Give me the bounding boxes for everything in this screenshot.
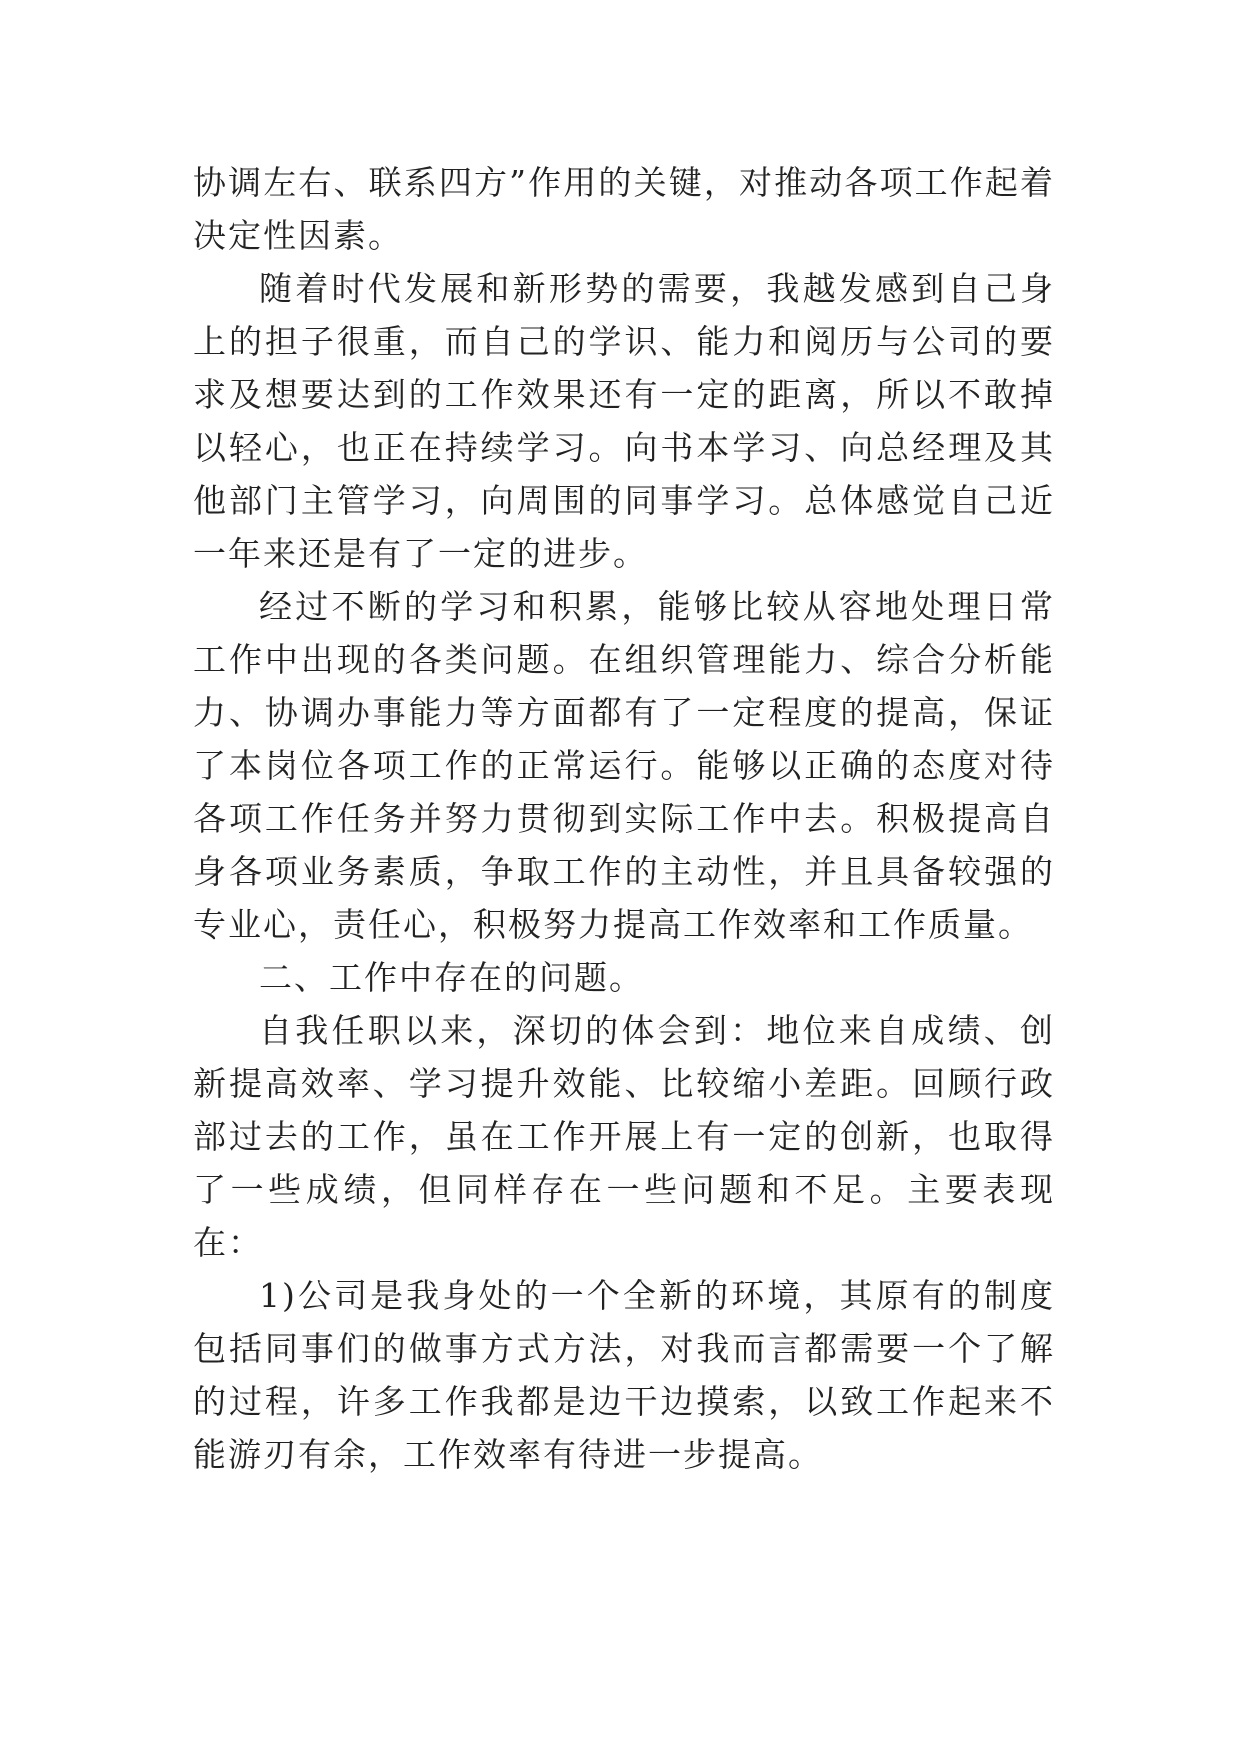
- paragraph-learning: 随着时代发展和新形势的需要，我越发感到自己身上的担子很重，而自己的学识、能力和阅历与公司的要求及想要达到的工作效果还有一定的距离，所以不敢掉以轻心，也正在持续学习。向书本学习、向总经理及其他部门主管学习，向周围的同事学习。总体感觉自己近一年来还是有了一定的进步。: [193, 269, 1055, 573]
- section-heading-problems: 二、工作中存在的问题。: [259, 958, 644, 997]
- paragraph-continuation: 协调左右、联系四方”作用的关键，对推动各项工作起着决定性因素。: [193, 163, 1055, 255]
- paragraph-item-1: 1)公司是我身处的一个全新的环境，其原有的制度包括同事们的做事方式方法，对我而言都需要一个了解的过程，许多工作我都是边干边摸索，以致工作起来不能游刃有余，工作效率有待进一步提高。: [193, 1276, 1055, 1474]
- paragraph-self-review: 自我任职以来，深切的体会到：地位来自成绩、创新提高效率、学习提升效能、比较缩小差距。回顾行政部过去的工作，虽在工作开展上有一定的创新，也取得了一些成绩，但同样存在一些问题和不足。主要表现在：: [193, 1011, 1055, 1262]
- document-body: [193, 156, 1055, 1481]
- paragraph-progress: 经过不断的学习和积累，能够比较从容地处理日常工作中出现的各类问题。在组织管理能力、综合分析能力、协调办事能力等方面都有了一定程度的提高，保证了本岗位各项工作的正常运行。能够以正确的态度对待各项工作任务并努力贯彻到实际工作中去。积极提高自身各项业务素质，争取工作的主动性，并且具备较强的专业心，责任心，积极努力提高工作效率和工作质量。: [193, 587, 1055, 944]
